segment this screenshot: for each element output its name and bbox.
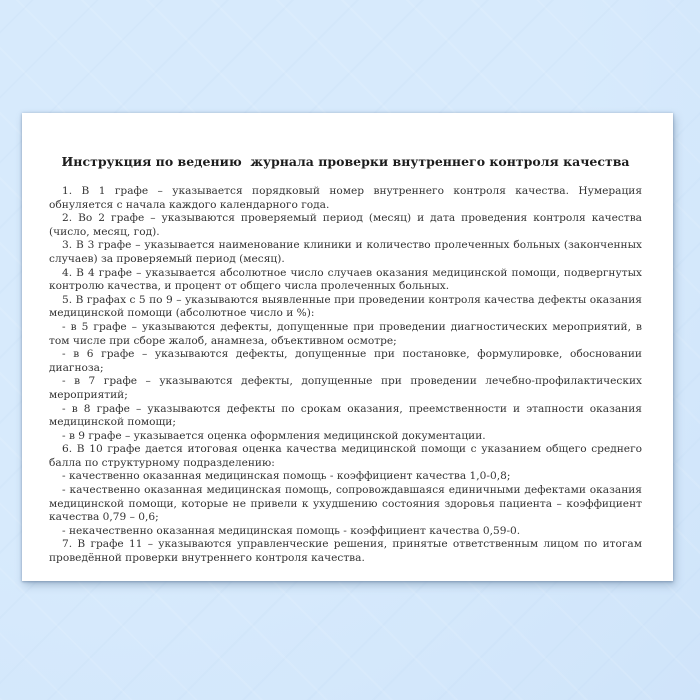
- document-title: Инструкция по ведению журнала проверки внутреннего контроля качества: [61, 154, 630, 169]
- document-paragraph: - в 6 графе – указываются дефекты, допущенные при постановке, формулировке, обосновании диагноза;: [49, 348, 642, 374]
- document-paragraph: - в 8 графе – указываются дефекты по срокам оказания, преемственности и этапности оказания медицинской помощи;: [49, 402, 642, 429]
- document-content: [22, 113, 673, 566]
- document-paragraph: 2. Во 2 графе – указываются проверяемый период (месяц) и дата проведения контроля качества (число, месяц, год).: [49, 212, 642, 238]
- document-paragraph: 1. В 1 графе – указывается порядковый номер внутреннего контроля качества. Нумерация обнуляется с начала каждого календарного года.: [49, 185, 642, 211]
- document-paragraph: 5. В графах с 5 по 9 – указываются выявленные при проведении контроля качества дефекты оказания медицинской помощи (абсолютное число и %):: [49, 293, 642, 320]
- document-paragraph: - качественно оказанная медицинская помощь - коэффициент качества 1,0-0,8;: [62, 470, 511, 483]
- document-paragraph: - качественно оказанная медицинская помощь, сопровождавшаяся единичными дефектами оказания медицинской помощи, которые не привели к ухудшению состояния здоровья пациента – коэффициент качества 0,79 – 0,6;: [49, 484, 642, 524]
- document-paragraph: 6. В 10 графе дается итоговая оценка качества медицинской помощи с указанием общего среднего балла по структурному подразделению:: [49, 443, 642, 469]
- document-paragraph: 3. В 3 графе – указывается наименование клиники и количество пролеченных больных (законченных случаев) за проверяемый период (месяц).: [49, 239, 642, 265]
- document-paragraphs: [49, 185, 642, 566]
- document-paragraph: - в 5 графе – указываются дефекты, допущенные при проведении диагностических мероприятий, в том числе при сборе жалоб, анамнеза, объективном осмотре;: [49, 320, 642, 347]
- document-paragraph: - в 9 графе – указывается оценка оформления медицинской документации.: [62, 429, 486, 442]
- document-paragraph: - некачественно оказанная медицинская помощь - коэффициент качества 0,59-0.: [62, 524, 521, 537]
- document-paragraph: - в 7 графе – указываются дефекты, допущенные при проведении лечебно-профилактических мероприятий;: [49, 375, 642, 401]
- document-paragraph: 7. В графе 11 – указываются управленческие решения, принятые ответственным лицом по итогам проведённой проверки внутреннего контроля качества.: [49, 538, 642, 565]
- document-paragraph: 4. В 4 графе – указывается абсолютное число случаев оказания медицинской помощи, подвергнутых контролю качества, и процент от общего числа пролеченных больных.: [49, 266, 642, 293]
- document-page: [22, 113, 673, 581]
